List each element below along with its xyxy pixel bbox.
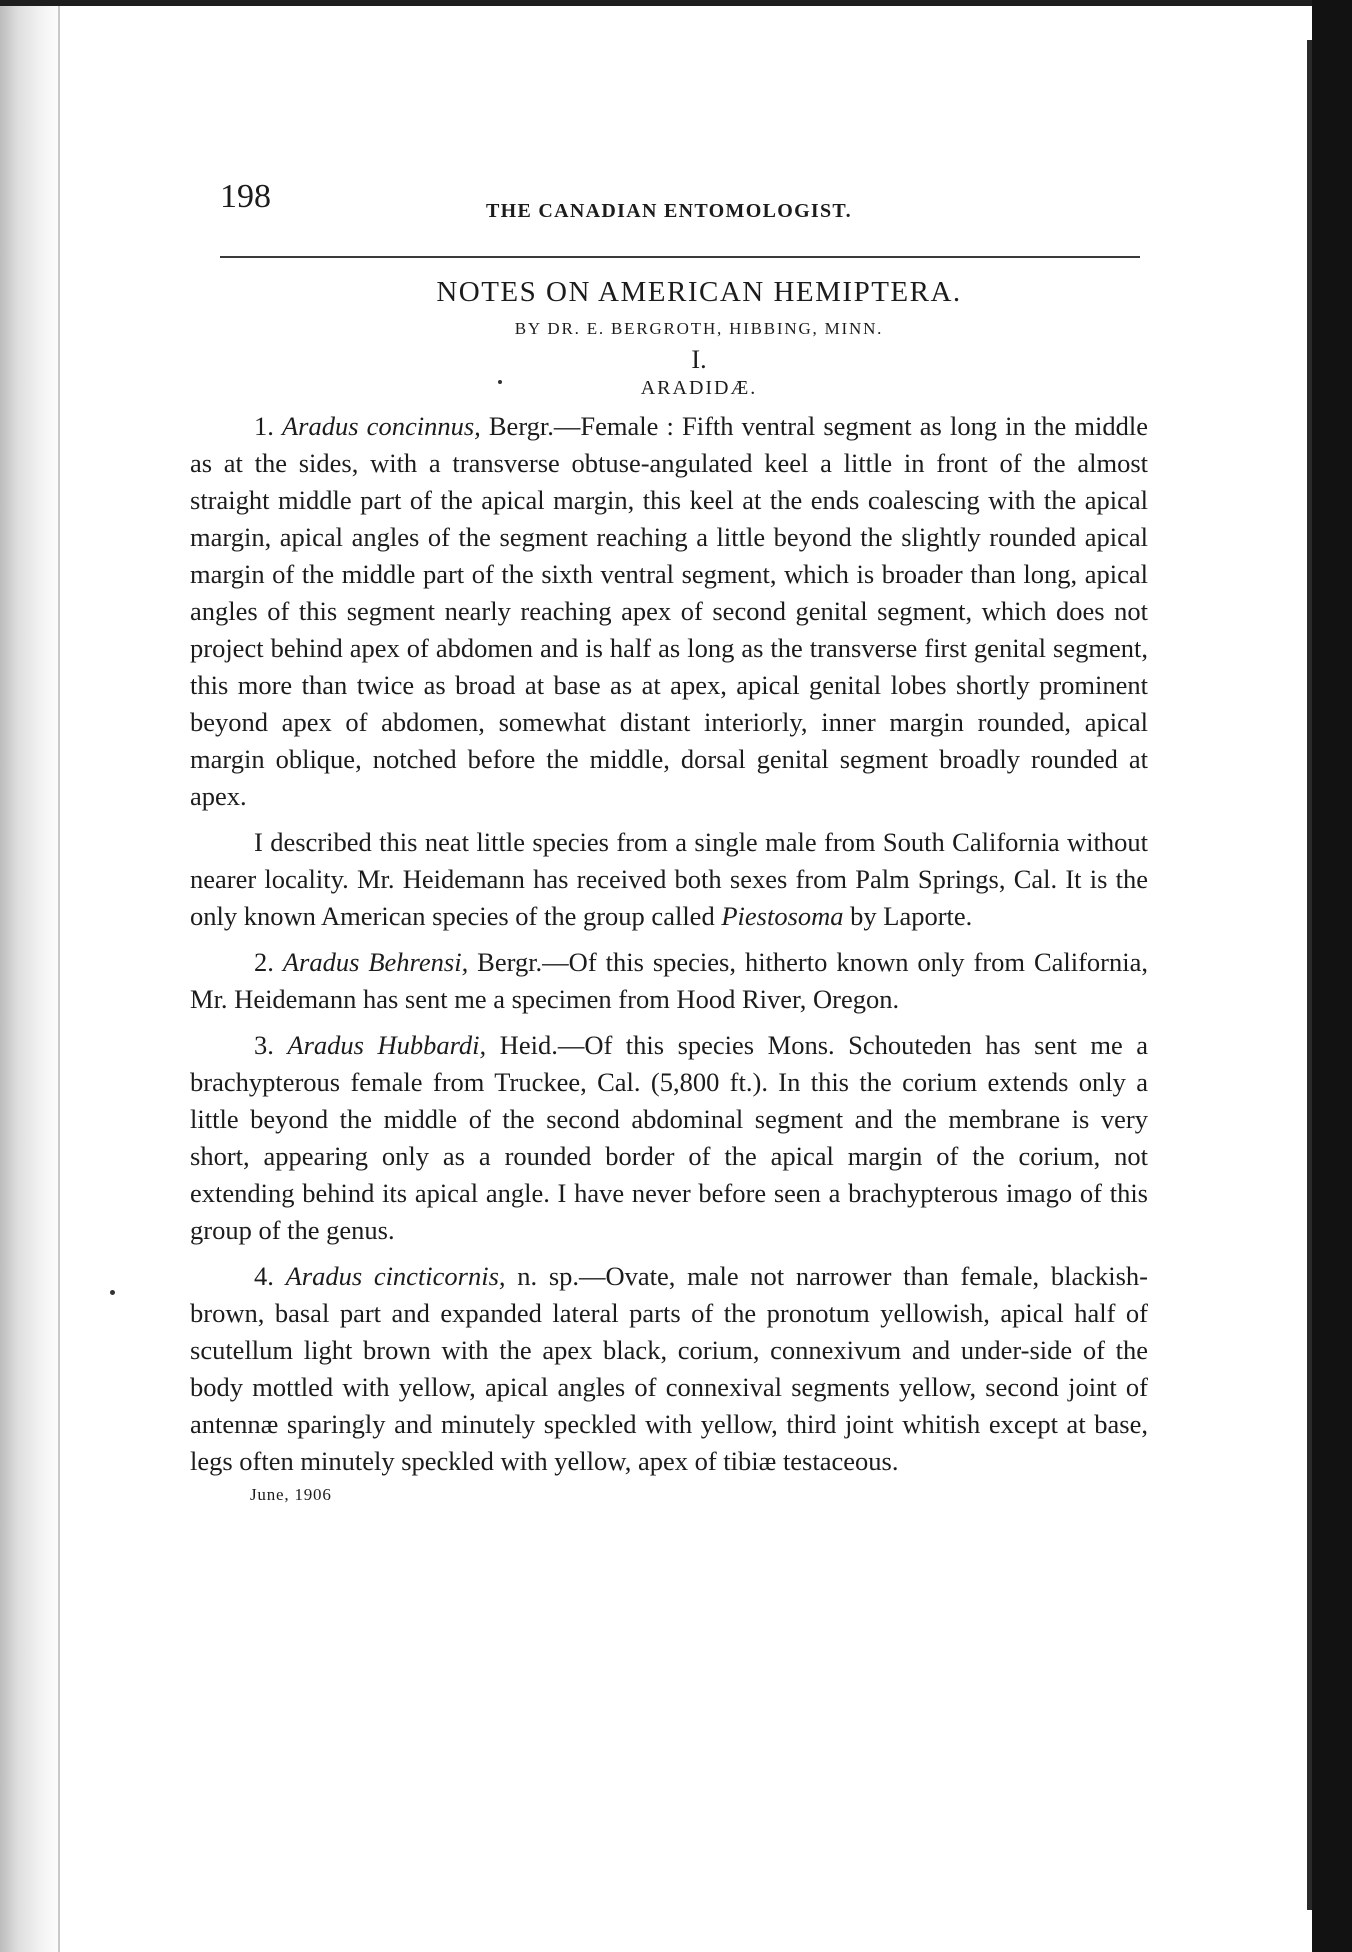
paragraph-aradus-hubbardi <box>190 1027 1148 1249</box>
scan-binding-line <box>58 0 60 1952</box>
footer-date: June, 1906 <box>250 1485 332 1504</box>
paragraph-aradus-cincticornis <box>190 1258 1148 1480</box>
species-name: Aradus Behrensi, <box>282 947 469 977</box>
paragraph-aradus-concinnus <box>190 408 1148 815</box>
species-description: n. sp.—Ovate, male not narrower than female, blackish-brown, basal part and expanded lateral parts of the pronotum yellowish, apical half of scutellum light brown with the apex black, corium, connexivum and under-side of the body mottled with yellow, apical angles of connexival segments yellow, second joint of antennæ sparingly and minutely speckled with yellow, third joint whitish except at base, legs often minutely speckled with yellow, apex of tibiæ testaceous. <box>190 1261 1148 1476</box>
running-head <box>190 160 1148 230</box>
species-number: 3. <box>254 1030 274 1060</box>
article-body <box>190 408 1148 1480</box>
species-description: Heid.—Of this species Mons. Schouteden has sent me a brachypterous female from Truckee, Cal. (5,800 ft.). In this the corium extends only a little beyond the middle of the second abdominal segment and the membrane is very short, appearing only as a rounded border of the apical margin of the corium, not extending behind its apical angle. I have never before seen a brachypterous imago of this group of the genus. <box>190 1030 1148 1245</box>
family-heading: ARADIDÆ. <box>640 377 758 399</box>
paragraph-remarks <box>190 824 1148 935</box>
part-number: I. <box>691 345 707 374</box>
species-description: Bergr.—Female : Fifth ventral segment as long in the middle as at the sides, with a transverse obtuse-angulated keel a little in front of the almost straight middle part of the apical margin, this keel at the ends coalescing with the apical margin, apical angles of the segment reaching a little beyond the slightly rounded apical margin of the middle part of the sixth ventral segment, which is broader than long, apical angles of this segment nearly reaching apex of second genital segment, which does not project behind apex of abdomen and is half as long as the transverse first genital segment, this more than twice as broad at base as at apex, apical genital lobes shortly prominent beyond apex of abdomen, somewhat distant interiorly, inner margin rounded, apical margin oblique, notched before the middle, dorsal genital segment broadly rounded at apex. <box>190 411 1149 811</box>
species-number: 1. <box>254 411 274 441</box>
paragraph-aradus-behrensi <box>190 944 1148 1018</box>
scan-speck <box>110 1290 115 1295</box>
species-number: 4. <box>254 1261 274 1291</box>
scan-top-edge <box>0 0 1352 6</box>
species-name: Aradus Hubbardi, <box>287 1030 487 1060</box>
species-description: Bergr.—Of this species, hitherto known only from California, Mr. Heidemann has sent me a specimen from Hood River, Oregon. <box>190 947 1149 1014</box>
scan-left-margin <box>0 0 62 1952</box>
group-name: Piestosoma <box>721 901 844 931</box>
page <box>190 160 1148 1505</box>
species-name: Aradus cincticornis, <box>285 1261 506 1291</box>
species-name: Aradus concinnus, <box>282 411 481 441</box>
remarks-text-end: by Laporte. <box>843 901 973 931</box>
species-number: 2. <box>254 947 274 977</box>
remarks-text: I described this neat little species from a single male from South California without nearer locality. Mr. Heidemann has received both sexes from Palm Springs, Cal. It is the only known American species of the group called <box>190 827 1148 931</box>
scan-right-line <box>1307 40 1312 1910</box>
article-title: NOTES ON AMERICAN HEMIPTERA. <box>436 276 962 308</box>
journal-title: THE CANADIAN ENTOMOLOGIST. <box>486 200 852 222</box>
header-rule <box>220 256 1140 258</box>
article-byline: BY DR. E. BERGROTH, HIBBING, MINN. <box>514 319 884 338</box>
page-number: 198 <box>220 178 271 215</box>
scan-right-edge <box>1312 0 1352 1952</box>
